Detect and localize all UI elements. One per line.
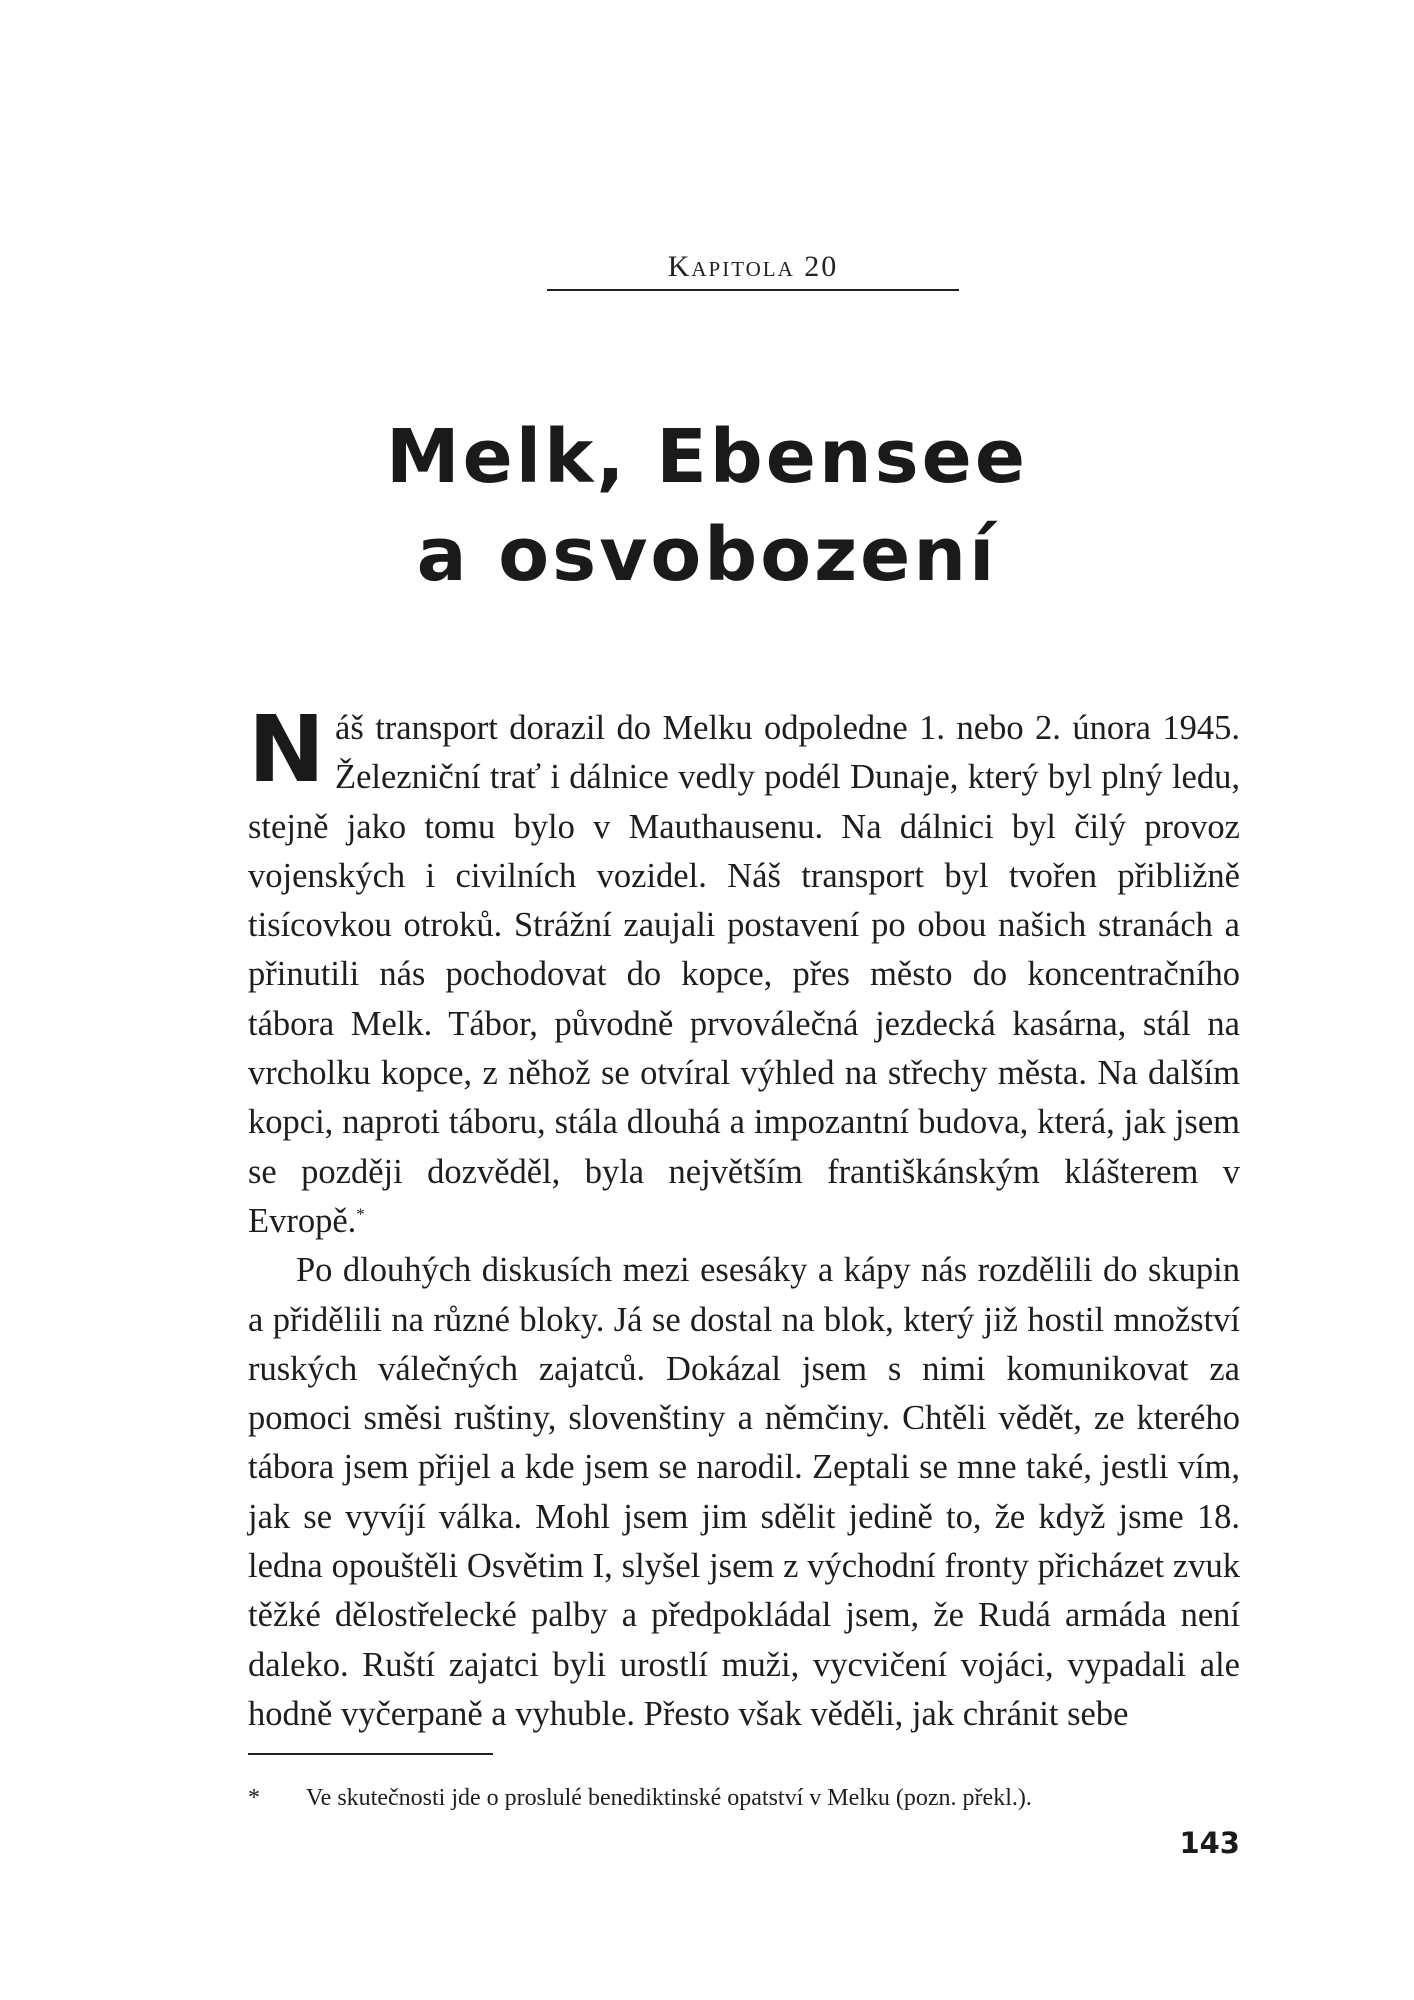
paragraph-2: Po dlouhých diskusích mezi esesáky a kápy nás rozdělili do skupin a přidělili na různé bloky. Já se dostal na blok, který již hostil množství ruských válečných zajatců. Dokázal jsem s nimi komunikovat za pomoci směsi ruštiny, slovenštiny a němčiny. Chtěli vědět, ze kterého tábora jsem přijel a kde jsem se narodil. Zeptali se mne také, jestli vím, jak se vyvíjí válka. Mohl jsem jim sdělit jedině to, že když jsme 18. ledna opouštěli Osvětim I, slyšel jsem z východní fronty přicházet zvuk těžké dělostřelecké palby a předpokládal jsem, že Rudá armáda není daleko. Ruští zajatci byli urostlí muži, vycvičení vojáci, vypadali ale hodně vyčerpaně a vyhuble. Přesto však věděli, jak chránit sebe [248, 1251, 1240, 1733]
page-number: 143 [1179, 1826, 1240, 1860]
footnote-text: Ve skutečnosti jde o proslulé benediktinské opatství v Melku (pozn. překl.). [306, 1785, 1032, 1811]
paragraph-1-text: áš transport dorazil do Melku odpoledne 1. nebo 2. února 1945. Železniční trať i dálnice vedly podél Dunaje, který byl plný ledu, stejně jako tomu bylo v Mauthausenu. Na dálnici byl čilý provoz vojenských i civilních vozidel. Náš transport byl tvořen přibližně tisícovkou otroků. Strážní zaujali postavení po obou našich stranách a přinutili nás pochodovat do kopce, přes město do koncentračního tábora Melk. Tábor, původně prvoválečná jezdecká kasárna, stál na vrcholku kopce, z něhož se otvíral výhled na střechy města. Na dalším kopci, naproti táboru, stála dlouhá a impozantní budova, která, jak jsem se později dozvěděl, byla největším františkánským klášterem v Evropě. [248, 709, 1240, 1240]
paragraph-1 [248, 696, 1240, 1246]
chapter-rule [547, 289, 959, 291]
body-text [248, 696, 1240, 1739]
footnote-rule [248, 1753, 493, 1755]
chapter-title-line-2: a osvobození [416, 511, 998, 598]
drop-cap: N [248, 696, 325, 803]
footnote-reference: * [356, 1204, 365, 1224]
footnote-mark: * [248, 1785, 260, 1811]
footnote [248, 1782, 1240, 1814]
chapter-title-line-1: Melk, Ebensee [385, 413, 1029, 500]
chapter-title [200, 408, 1214, 604]
chapter-label: Kapitola 20 [667, 250, 839, 283]
